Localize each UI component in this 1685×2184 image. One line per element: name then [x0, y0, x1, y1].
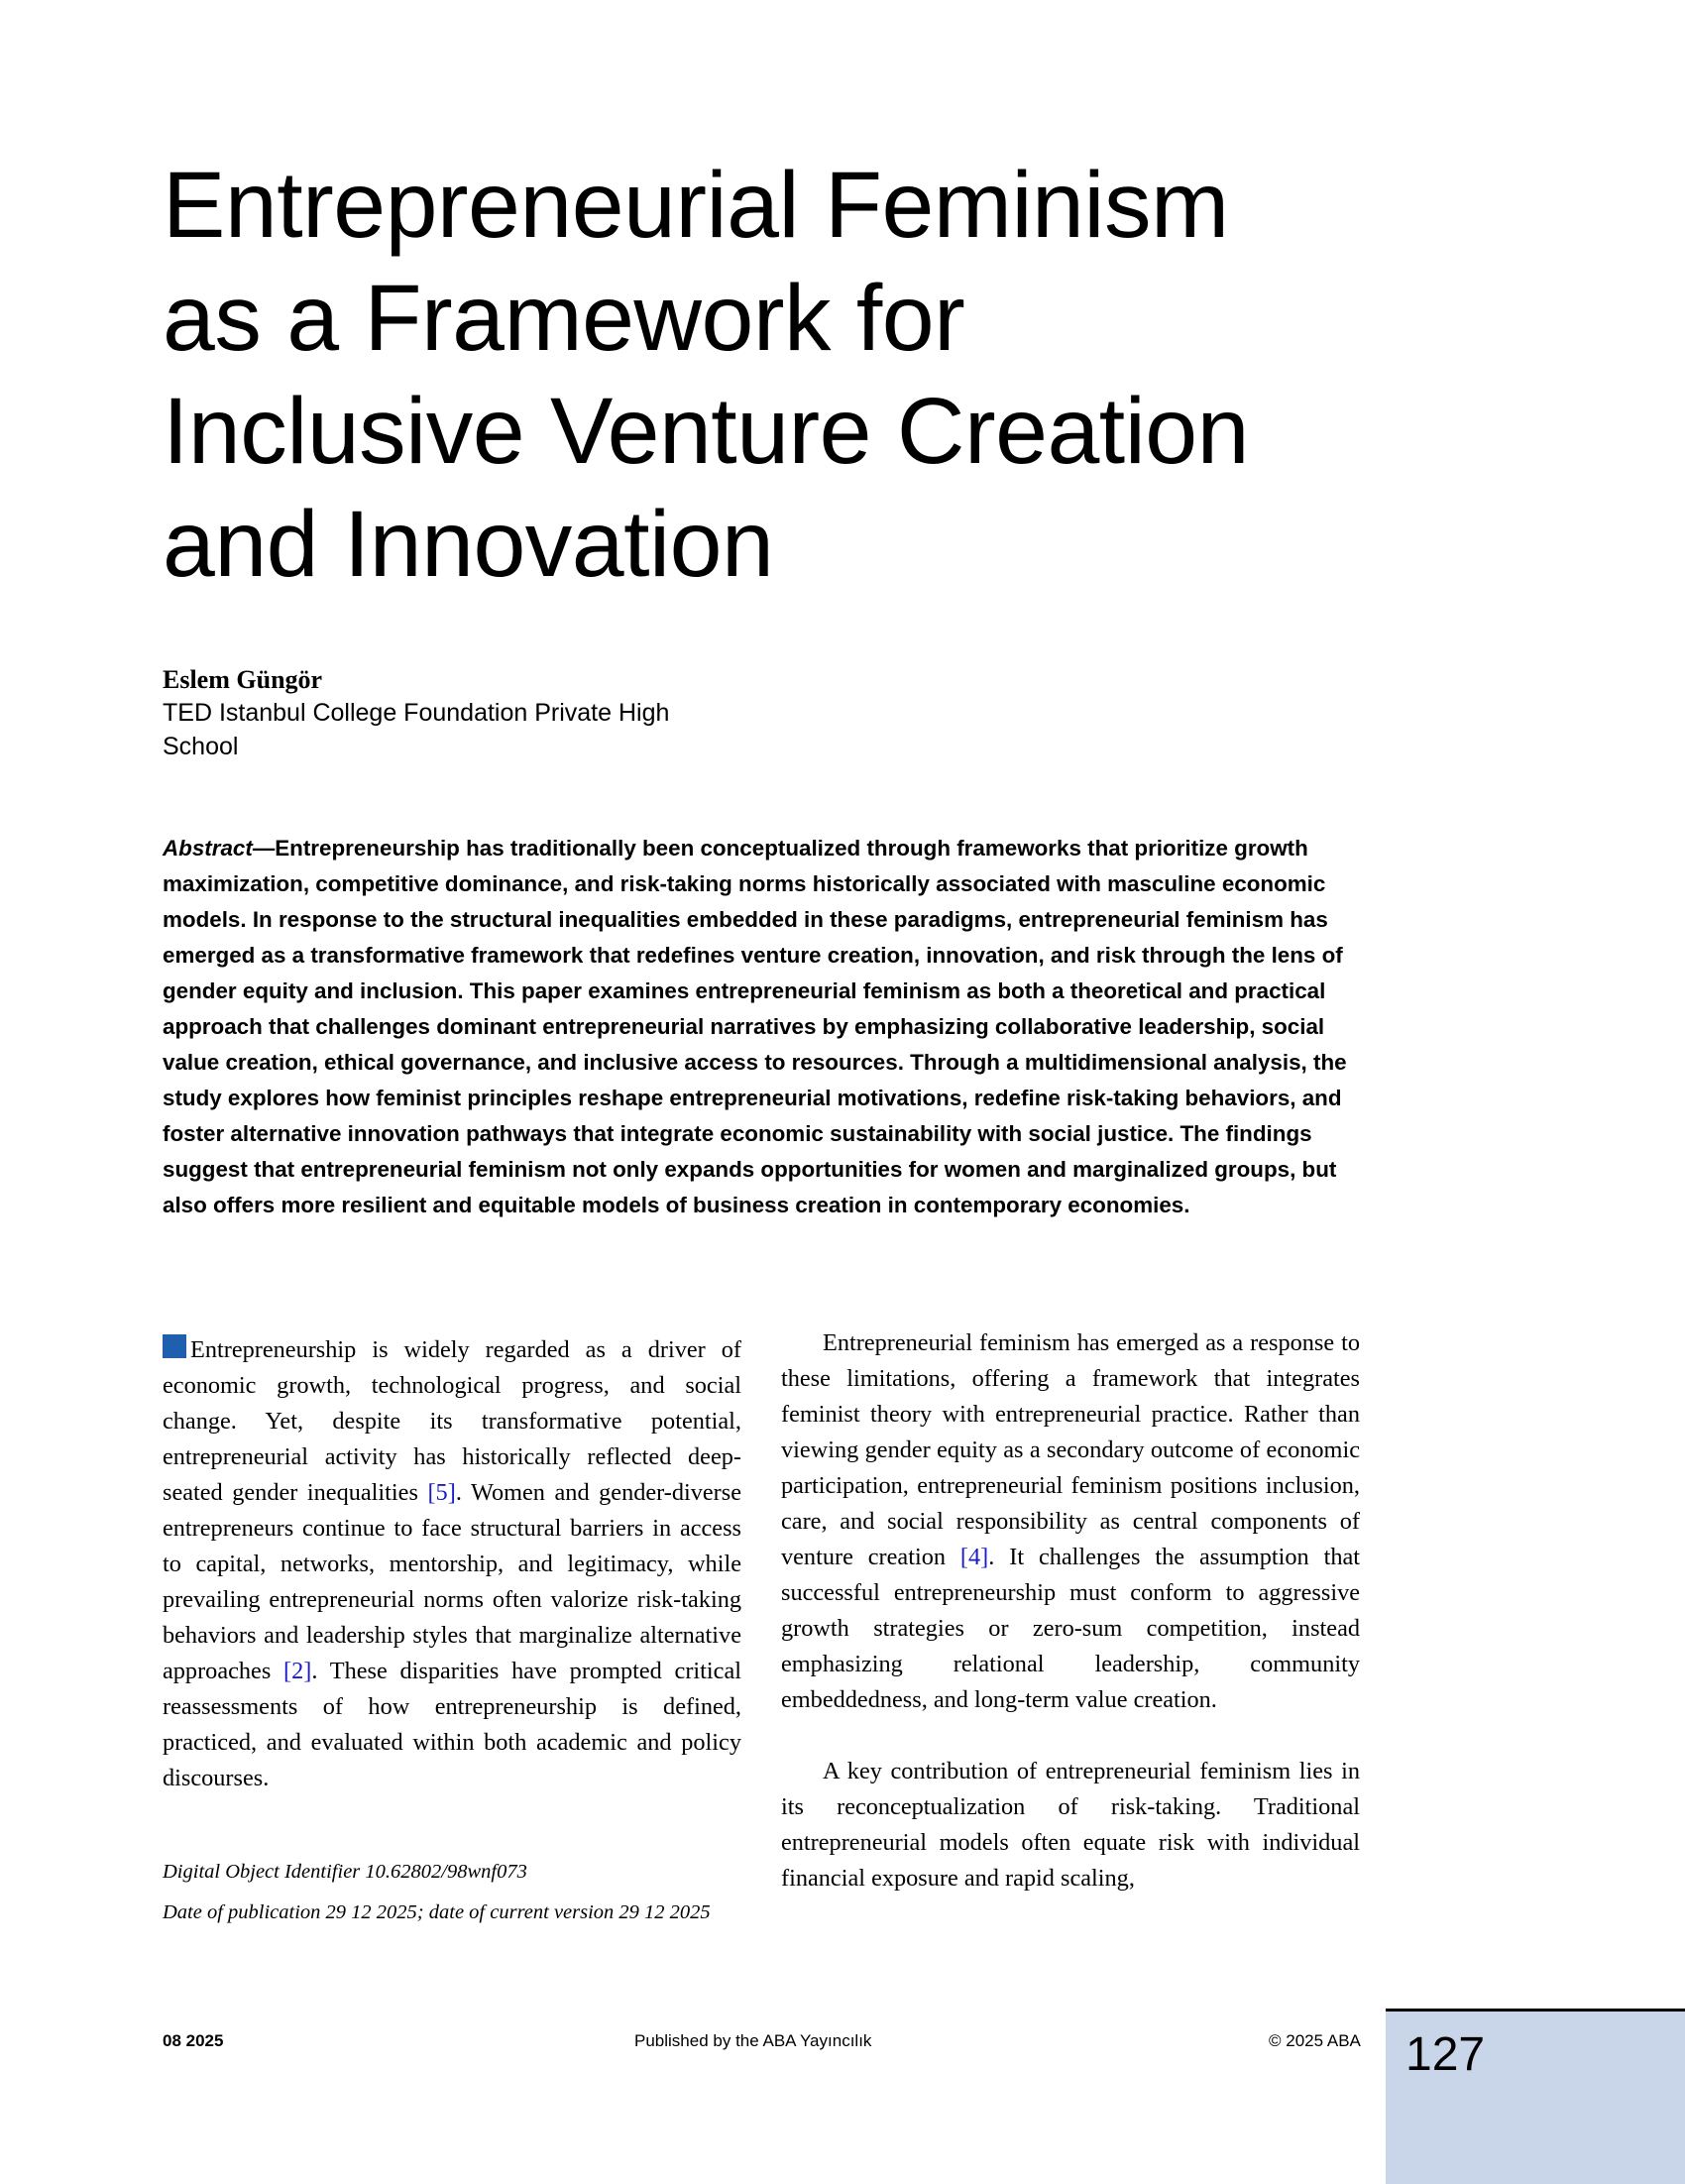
- citation-link-2[interactable]: [2]: [283, 1658, 312, 1684]
- title-line: Inclusive Venture Creation: [163, 379, 1249, 484]
- author-name: Eslem Güngör: [163, 665, 323, 694]
- citation-link-5[interactable]: [5]: [427, 1479, 456, 1506]
- paragraph-text-1: Entrepreneurial feminism has emerged as a response to these limitations, offering a framework that integrates feminist theory with entrepreneurial practice. Rather than viewing gender equity as a secondary outcome of economic participation, entrepreneurial feminism positions inclusion, care, and social responsibility as central components of venture creation: [781, 1329, 1360, 1570]
- footer-issue-date: 08 2025: [163, 2031, 224, 2050]
- doi-line: Digital Object Identifier 10.62802/98wnf073: [163, 1861, 527, 1883]
- footer-publisher: Published by the ABA Yayıncılık: [634, 2031, 872, 2050]
- intro-text-2: . Women and gender-diverse entrepreneurs continue to face structural barriers in access to capital, networks, mentorship, and legitimacy, while prevailing entrepreneurial norms often valorize risk-taking behaviors and leadership styles that marginalize alternative approaches: [163, 1479, 742, 1684]
- paragraph-text-2: . It challenges the assumption that successful entrepreneurship must conform to aggressive growth strategies or zero-sum competition, instead emphasizing relational leadership, community embeddedness, and long-term value creation.: [781, 1544, 1360, 1713]
- left-column: [163, 1332, 741, 1796]
- right-column: [781, 1325, 1360, 1897]
- body-paragraph: [781, 1325, 1360, 1718]
- intro-text-3: . These disparities have prompted critical reassessments of how entrepreneurship is defined, practiced, and evaluated within both academic and policy discourses.: [163, 1658, 741, 1791]
- title-line: and Innovation: [163, 492, 774, 597]
- abstract: [163, 831, 1362, 1223]
- title-line: Entrepreneurial Feminism: [163, 153, 1229, 258]
- article-metadata: [163, 1852, 741, 1933]
- abstract-body: Entrepreneurship has traditionally been conceptualized through frameworks that prioritize growth maximization, competitive dominance, and risk-taking norms historically associated with masculine economic models. In response to the structural inequalities embedded in these paradigms, entrepreneurial feminism has emerged as a transformative framework that redefines venture creation, innovation, and risk through the lens of gender equity and inclusion. This paper examines entrepreneurial feminism as both a theoretical and practical approach that challenges dominant entrepreneurial narratives by emphasizing collaborative leadership, social value creation, ethical governance, and inclusive access to resources. Through a multidimensional analysis, the study explores how feminist principles reshape entrepreneurial motivations, redefine risk-taking behaviors, and foster alternative innovation pathways that integrate economic sustainability with social justice. The findings suggest that entrepreneurial feminism not only expands opportunities for women and marginalized groups, but also offers more resilient and equitable models of business creation in contemporary economies.: [163, 836, 1347, 1217]
- section-marker-icon: [163, 1334, 186, 1358]
- publication-date-line: Date of publication 29 12 2025; date of current version 29 12 2025: [163, 1901, 711, 1923]
- intro-paragraph: [163, 1332, 741, 1796]
- citation-link-4[interactable]: [4]: [959, 1544, 989, 1570]
- intro-text-1: Entrepreneurship is widely regarded as a driver of economic growth, technological progress, and social change. Yet, despite its transformative potential, entrepreneurial activity has historically reflected deep-seated gender inequalities: [163, 1336, 741, 1506]
- footer-copyright: © 2025 ABA: [1269, 2031, 1361, 2050]
- body-paragraph: A key contribution of entrepreneurial feminism lies in its reconceptualization of risk-taking. Traditional entrepreneurial models often equate risk with individual financial exposure and rapid scaling,: [781, 1758, 1360, 1892]
- abstract-dash: —: [252, 836, 276, 861]
- author-affiliation: TED Istanbul College Foundation Private High School: [163, 699, 670, 760]
- paper-title: [163, 149, 1352, 601]
- title-line: as a Framework for: [163, 266, 965, 371]
- abstract-lead: Abstract: [163, 836, 253, 861]
- page-number-box: [1386, 2009, 1685, 2184]
- page-number: 127: [1405, 2028, 1486, 2081]
